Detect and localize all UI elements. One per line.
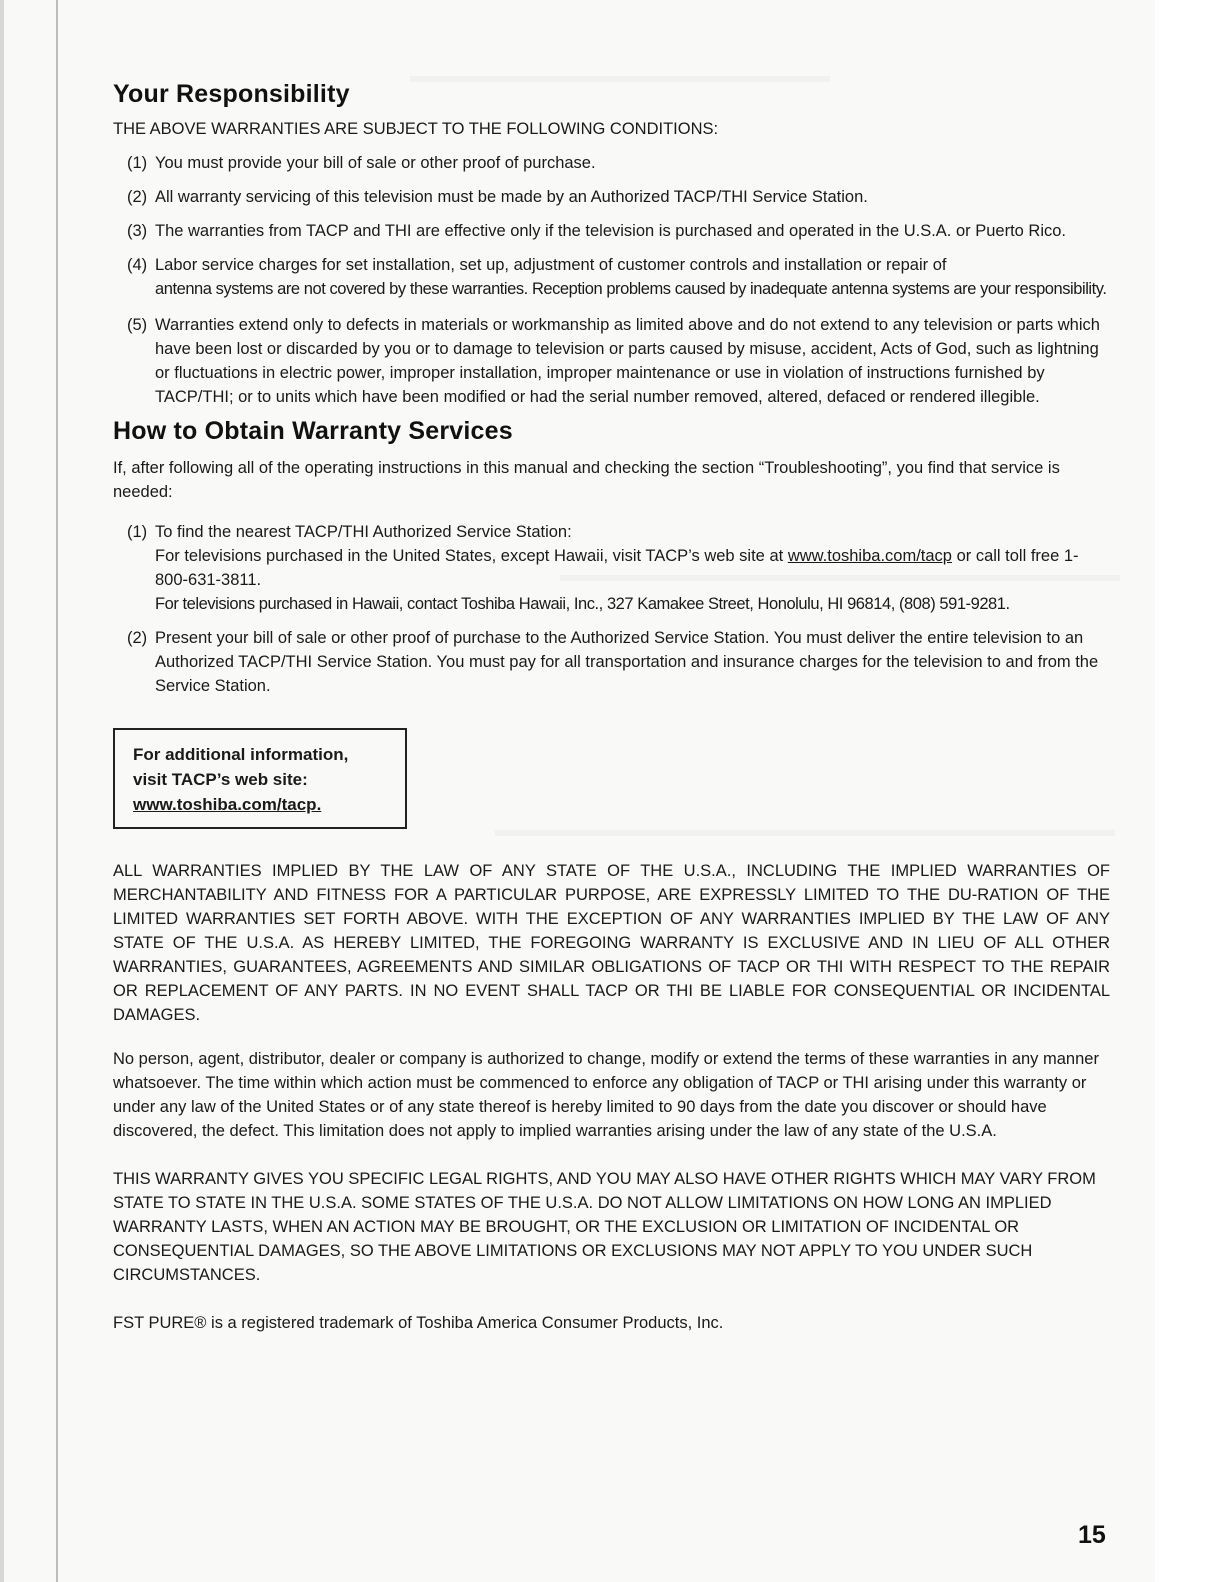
item-text-part-a: Labor service charges for set installation, set up, adjustment of customer controls and installation or repair of: [155, 256, 947, 274]
item-text: [155, 520, 1110, 616]
no-person-paragraph: No person, agent, distributor, dealer or company is authorized to change, modify or extend the terms of these warranties in any manner whatsoever. The time within which action must be commenced to enforce any obligation of TACP or THI arising under this warranty or under any law of the United States or of any state thereof is hereby limited to 90 days from the date you discover or should have discovered, the defect. This limitation does not apply to implied warranties arising under the law of any state of the U.S.A.: [113, 1050, 1099, 1140]
obtain-warranty-heading: How to Obtain Warranty Services: [113, 417, 513, 445]
responsibility-item-1: [127, 151, 1110, 175]
find-station-title: To find the nearest TACP/THI Authorized Service Station:: [155, 523, 572, 541]
item-number: (5): [127, 316, 148, 334]
item-text-part-b: antenna systems are not covered by these warranties. Reception problems caused by inadequate antenna systems are your responsibility.: [155, 280, 1107, 298]
info-line-2: visit TACP’s web site:: [133, 770, 308, 789]
toll-free-text: or call toll free 1-800-631-3811.: [155, 547, 1079, 589]
responsibility-item-5: [127, 313, 1110, 409]
additional-info-box: [113, 728, 407, 829]
info-website-link[interactable]: www.toshiba.com/tacp.: [133, 795, 322, 814]
tacp-website-link[interactable]: www.toshiba.com/tacp: [787, 547, 952, 565]
item-text: [155, 253, 1110, 301]
conditions-intro: THE ABOVE WARRANTIES ARE SUBJECT TO THE FOLLOWING CONDITIONS:: [113, 120, 719, 138]
implied-warranties-paragraph: ALL WARRANTIES IMPLIED BY THE LAW OF ANY STATE OF THE U.S.A., INCLUDING THE IMPLIED WARRANTIES OF MERCHANTABILITY AND FITNESS FOR A PARTICULAR PURPOSE, ARE EXPRESSLY LIMITED TO THE DU-RATION OF THE LIMITED WARRANTIES SET FORTH ABOVE. WITH THE EXCEPTION OF ANY WARRANTIES IMPLIED BY THE LAW OF ANY STATE OF THE U.S.A. AS HEREBY LIMITED, THE FOREGOING WARRANTY IS EXCLUSIVE AND IN LIEU OF ALL OTHER WARRANTIES, GUARANTEES, AGREEMENTS AND SIMILAR OBLIGATIONS OF TACP OR THI WITH RESPECT TO THE REPAIR OR REPLACEMENT OF ANY PARTS. IN NO EVENT SHALL TACP OR THI BE LIABLE FOR CONSEQUENTIAL OR INCIDENTAL DAMAGES.: [113, 862, 1110, 1024]
page-number: 15: [1078, 1521, 1106, 1549]
services-intro: If, after following all of the operating instructions in this manual and checking the section “Troubleshooting”, you find that service is needed:: [113, 459, 1060, 501]
item-text: Warranties extend only to defects in materials or workmanship as limited above and do not extend to any television or parts which have been lost or discarded by you or to damage to television or parts caused by misuse, accident, Acts of God, such as lightning or fluctuations in electric power, improper installation, improper maintenance or use in violation of instructions furnished by TACP/THI; or to units which have been modified or had the serial number removed, altered, defaced or rendered illegible.: [155, 316, 1100, 406]
item-text: You must provide your bill of sale or other proof of purchase.: [155, 154, 596, 172]
item-number: (1): [127, 154, 148, 172]
services-item-2: [127, 626, 1110, 698]
responsibility-item-4: [127, 253, 1110, 301]
binding-line: [56, 0, 58, 1582]
item-number: (3): [127, 222, 148, 240]
trademark-notice: FST PURE® is a registered trademark of Toshiba America Consumer Products, Inc.: [113, 1314, 724, 1332]
hawaii-text: For televisions purchased in Hawaii, contact Toshiba Hawaii, Inc., 327 Kamakee Street, Honolulu, HI 96814, (808) 591-9281.: [155, 595, 1010, 613]
responsibility-item-3: [127, 219, 1110, 243]
binding-edge: [0, 0, 4, 1582]
services-item-1: [127, 520, 1110, 616]
item-number: (1): [127, 523, 148, 541]
item-number: (4): [127, 256, 148, 274]
info-line-1: For additional information,: [133, 745, 349, 764]
item-text: Present your bill of sale or other proof of purchase to the Authorized Service Station. You must deliver the entire television to an Authorized TACP/THI Service Station. You must pay for all transportation and insurance charges for the television to and from the Service Station.: [155, 629, 1099, 695]
your-responsibility-heading: Your Responsibility: [113, 80, 350, 108]
item-text: The warranties from TACP and THI are effective only if the television is purchased and operated in the U.S.A. or Puerto Rico.: [155, 222, 1067, 240]
specific-rights-paragraph: THIS WARRANTY GIVES YOU SPECIFIC LEGAL RIGHTS, AND YOU MAY ALSO HAVE OTHER RIGHTS WHICH MAY VARY FROM STATE TO STATE IN THE U.S.A. SOME STATES OF THE U.S.A. DO NOT ALLOW LIMITATIONS ON HOW LONG AN IMPLIED WARRANTY LASTS, WHEN AN ACTION MAY BE BROUGHT, OR THE EXCLUSION OR LIMITATION OF INCIDENTAL OR CONSEQUENTIAL DAMAGES, SO THE ABOVE LIMITATIONS OR EXCLUSIONS MAY NOT APPLY TO YOU UNDER SUCH CIRCUMSTANCES.: [113, 1170, 1096, 1284]
page-content: [113, 80, 1110, 1335]
item-number: (2): [127, 188, 148, 206]
responsibility-item-2: [127, 185, 1110, 209]
item-text: All warranty servicing of this television must be made by an Authorized TACP/THI Service Station.: [155, 188, 868, 206]
right-page-margin: [1155, 0, 1219, 1582]
mainland-text: For televisions purchased in the United States, except Hawaii, visit TACP’s web site at: [155, 547, 784, 565]
item-number: (2): [127, 629, 148, 647]
